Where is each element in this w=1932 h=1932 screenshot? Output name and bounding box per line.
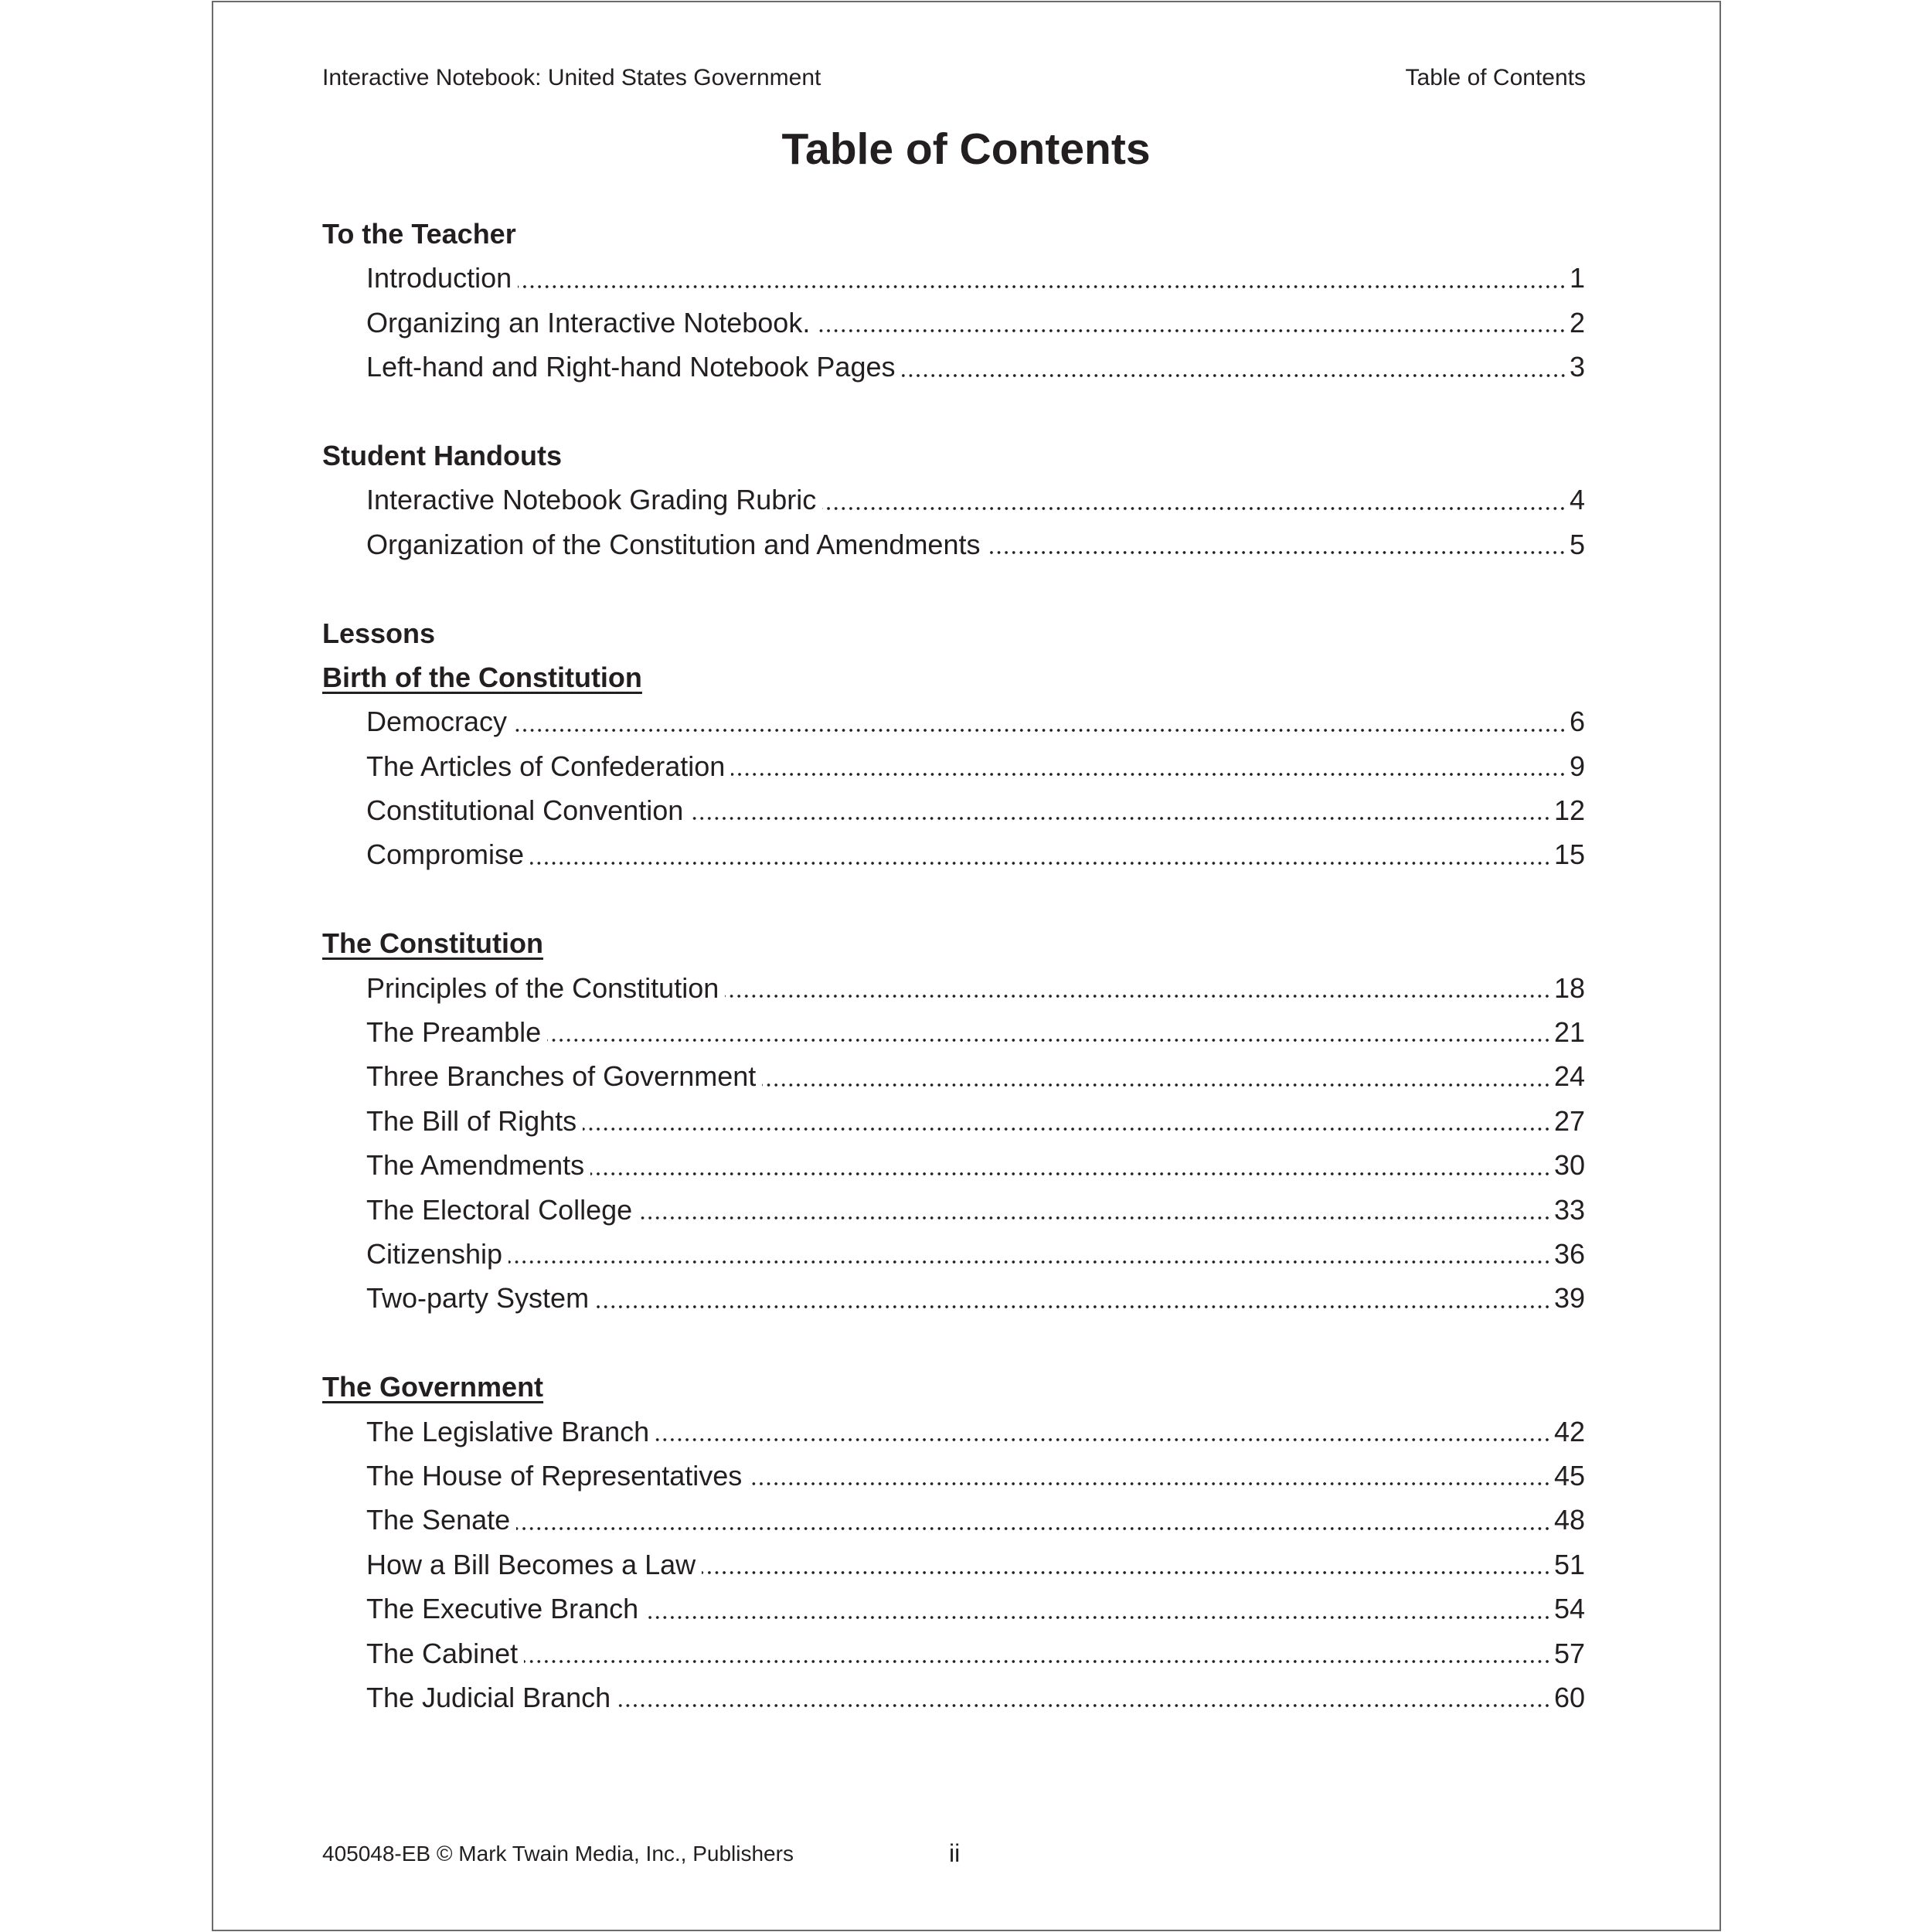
section-heading [322, 212, 1585, 256]
toc-entry-label: The Judicial Branch [366, 1681, 611, 1713]
toc-entry-label: How a Bill Becomes a Law [366, 1548, 696, 1580]
toc-entry[interactable] [322, 1498, 1585, 1542]
dot-leader [748, 1480, 1551, 1488]
dot-leader [762, 1081, 1551, 1089]
toc-entry-label: Compromise [366, 838, 525, 871]
section-heading [322, 434, 1585, 478]
toc-entry-page: 21 [1553, 1016, 1585, 1049]
section-heading [322, 611, 1585, 655]
toc-entry-label: Organizing an Interactive Notebook. [366, 306, 811, 338]
toc-entry[interactable] [322, 1631, 1585, 1675]
toc-entry[interactable] [322, 744, 1585, 788]
toc-entry-page: 9 [1569, 750, 1585, 782]
toc-entry-page: 12 [1553, 794, 1585, 827]
toc-entry-page: 36 [1553, 1237, 1585, 1270]
toc-entry[interactable] [322, 1143, 1585, 1187]
footer-publisher: 405048-EB © Mark Twain Media, Inc., Publishers [322, 1842, 794, 1866]
dot-leader [822, 505, 1566, 512]
toc-entry-label: The Legislative Branch [366, 1415, 650, 1447]
dot-leader [638, 1214, 1551, 1222]
dot-leader [617, 1702, 1551, 1709]
toc-entry[interactable] [322, 699, 1585, 743]
subsection-heading-text: The Government [322, 1371, 544, 1403]
toc-entry-label: The Executive Branch [366, 1593, 639, 1625]
toc-entry[interactable] [322, 1188, 1585, 1232]
toc-entry-label: Three Branches of Government [366, 1060, 757, 1093]
dot-leader [530, 859, 1551, 867]
toc-entry-page: 1 [1569, 262, 1585, 294]
dot-leader [986, 549, 1566, 556]
toc-entry-label: Constitutional Convention [366, 794, 684, 827]
toc-entry[interactable] [322, 1276, 1585, 1320]
toc-entry-page: 18 [1553, 971, 1585, 1004]
toc-entry-page: 24 [1553, 1060, 1585, 1093]
subsection-heading [322, 655, 1585, 699]
toc-entry[interactable] [322, 256, 1585, 300]
toc-entry-label: The Electoral College [366, 1193, 633, 1226]
toc-entry[interactable] [322, 1054, 1585, 1098]
toc-entry-label: The Articles of Confederation [366, 750, 726, 782]
toc-entry-label: Left-hand and Right-hand Notebook Pages [366, 351, 896, 383]
toc-entry-label: Interactive Notebook Grading Rubric [366, 484, 817, 516]
toc-entry[interactable] [322, 1232, 1585, 1276]
footer-page-number: ii [949, 1839, 961, 1867]
dot-leader [516, 1525, 1551, 1532]
section-heading-text: To the Teacher [322, 218, 516, 250]
page-title: Table of Contents [781, 124, 1151, 174]
toc-entry-page: 48 [1553, 1504, 1585, 1536]
toc-entry[interactable] [322, 1010, 1585, 1054]
toc-entry-label: The Bill of Rights [366, 1104, 577, 1137]
toc-entry[interactable] [322, 788, 1585, 832]
table-of-contents [322, 212, 1585, 1719]
toc-entry-page: 60 [1553, 1681, 1585, 1713]
toc-entry-page: 2 [1569, 306, 1585, 338]
toc-entry-label: Citizenship [366, 1237, 503, 1270]
section-heading-text: Lessons [322, 617, 436, 649]
dot-leader [702, 1569, 1551, 1577]
toc-entry-label: The Amendments [366, 1149, 585, 1182]
toc-entry-label: The Preamble [366, 1016, 542, 1049]
dot-leader [902, 372, 1566, 379]
dot-leader [645, 1614, 1551, 1621]
spacer [322, 1321, 1585, 1365]
dot-leader [518, 283, 1566, 291]
dot-leader [595, 1303, 1551, 1311]
toc-entry-label: The House of Representatives [366, 1459, 743, 1492]
toc-entry-page: 51 [1553, 1548, 1585, 1580]
toc-entry[interactable] [322, 522, 1585, 566]
dot-leader [816, 327, 1566, 335]
toc-entry[interactable] [322, 1675, 1585, 1719]
toc-entry-page: 39 [1553, 1282, 1585, 1315]
toc-entry-page: 5 [1569, 528, 1585, 560]
toc-entry[interactable] [322, 1099, 1585, 1143]
toc-entry[interactable] [322, 1410, 1585, 1454]
toc-entry[interactable] [322, 1587, 1585, 1631]
toc-entry-page: 42 [1553, 1415, 1585, 1447]
toc-entry-page: 57 [1553, 1637, 1585, 1669]
toc-entry-page: 4 [1569, 484, 1585, 516]
dot-leader [725, 992, 1551, 1000]
spacer [322, 389, 1585, 434]
toc-entry-label: Organization of the Constitution and Amendments [366, 528, 981, 560]
toc-entry-page: 6 [1569, 706, 1585, 738]
subsection-heading-text: The Constitution [322, 927, 543, 960]
dot-leader [547, 1036, 1551, 1044]
dot-leader [524, 1658, 1551, 1665]
subsection-heading-text: Birth of the Constitution [322, 661, 642, 693]
toc-entry-page: 33 [1553, 1193, 1585, 1226]
toc-entry[interactable] [322, 966, 1585, 1010]
dot-leader [509, 1258, 1551, 1266]
spacer [322, 877, 1585, 921]
toc-entry-label: The Cabinet [366, 1637, 519, 1669]
subsection-heading [322, 1365, 1585, 1409]
dot-leader [731, 770, 1566, 778]
toc-entry-label: Democracy [366, 706, 508, 738]
dot-leader [655, 1436, 1551, 1444]
toc-entry-page: 3 [1569, 351, 1585, 383]
toc-entry[interactable] [322, 1543, 1585, 1587]
dot-leader [590, 1170, 1551, 1178]
dot-leader [513, 726, 1566, 734]
toc-entry[interactable] [322, 345, 1585, 389]
toc-entry-label: Two-party System [366, 1282, 590, 1315]
running-header-right: Table of Contents [1405, 65, 1586, 90]
toc-entry[interactable] [322, 301, 1585, 345]
subsection-heading [322, 921, 1585, 965]
toc-entry[interactable] [322, 832, 1585, 876]
section-heading-text: Student Handouts [322, 439, 562, 471]
toc-entry[interactable] [322, 478, 1585, 522]
toc-entry-label: The Senate [366, 1504, 511, 1536]
spacer [322, 566, 1585, 611]
toc-entry-page: 54 [1553, 1593, 1585, 1625]
toc-entry-label: Introduction [366, 262, 512, 294]
toc-entry[interactable] [322, 1454, 1585, 1498]
dot-leader [689, 815, 1551, 822]
toc-entry-page: 45 [1553, 1459, 1585, 1492]
toc-entry-page: 15 [1553, 838, 1585, 871]
toc-entry-page: 27 [1553, 1104, 1585, 1137]
running-header-left: Interactive Notebook: United States Government [322, 65, 821, 90]
toc-entry-label: Principles of the Constitution [366, 971, 719, 1004]
dot-leader [583, 1125, 1551, 1133]
toc-entry-page: 30 [1553, 1149, 1585, 1182]
